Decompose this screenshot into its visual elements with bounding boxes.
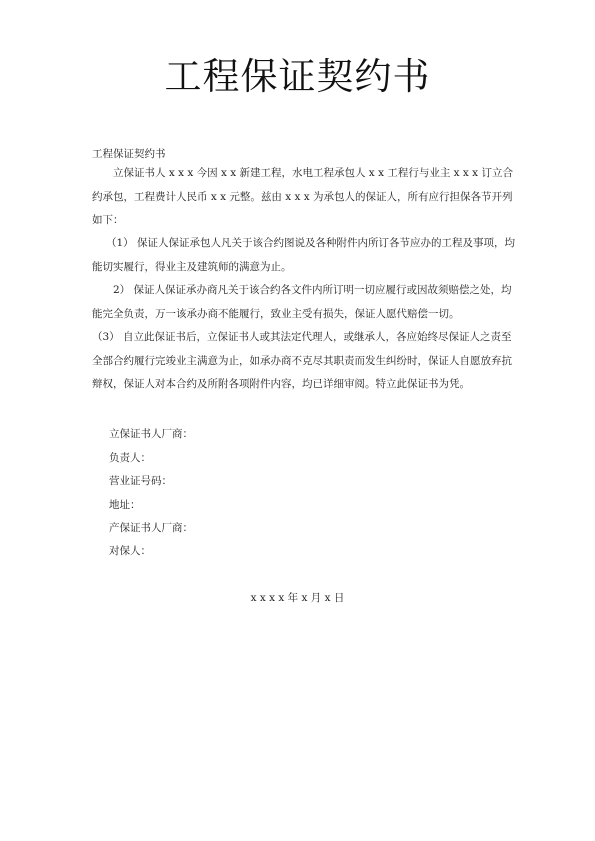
paragraph-intro: 立保证书人 x x x 今因 x x 新建工程，水电工程承包人 x x 工程行与业主 x x x 订立合约承包，工程费计人民币 x x 元整。兹由 x x x 为承包人的保证人，所有应行担保各节开列如下： [92,167,513,226]
document-title: 工程保证契约书 [164,55,431,98]
signature-verifier: 对保人： [109,545,151,557]
paragraph-clause-1: （1） 保证人保证承包人凡关于该合约图说及各种附件内所订各节应办的工程及事项，均能切实履行，得业主及建筑师的满意为止。 [92,237,516,273]
signature-business-license: 营业证号码： [109,475,172,487]
document-date: x x x x 年 x 月 x 日 [250,592,345,604]
signature-responsible-person: 负责人： [109,452,151,464]
signature-guarantor-firm: 立保证书人厂商： [109,428,193,440]
paragraph-clause-3: （3） 自立此保证书后，立保证书人或其法定代理人，或继承人，各应始终尽保证人之责至全部合约履行完竣业主满意为止，如承办商不克尽其职责而发生纠纷时，保证人自愿放弃抗辩权，保证人对本合约及所附各项附件内容，均已详细审阅。特立此保证书为凭。 [92,331,512,390]
signature-second-guarantor-firm: 产保证书人厂商： [109,522,193,534]
document-subtitle: 工程保证契约书 [92,148,166,160]
paragraph-clause-2: 2） 保证人保证承办商凡关于该合约各文件内所订明一切应履行或因故须赔偿之处，均能完全负责，万一该承办商不能履行，致业主受有损失，保证人愿代赔偿一切。 [92,284,512,320]
signature-address: 地址： [109,499,141,511]
